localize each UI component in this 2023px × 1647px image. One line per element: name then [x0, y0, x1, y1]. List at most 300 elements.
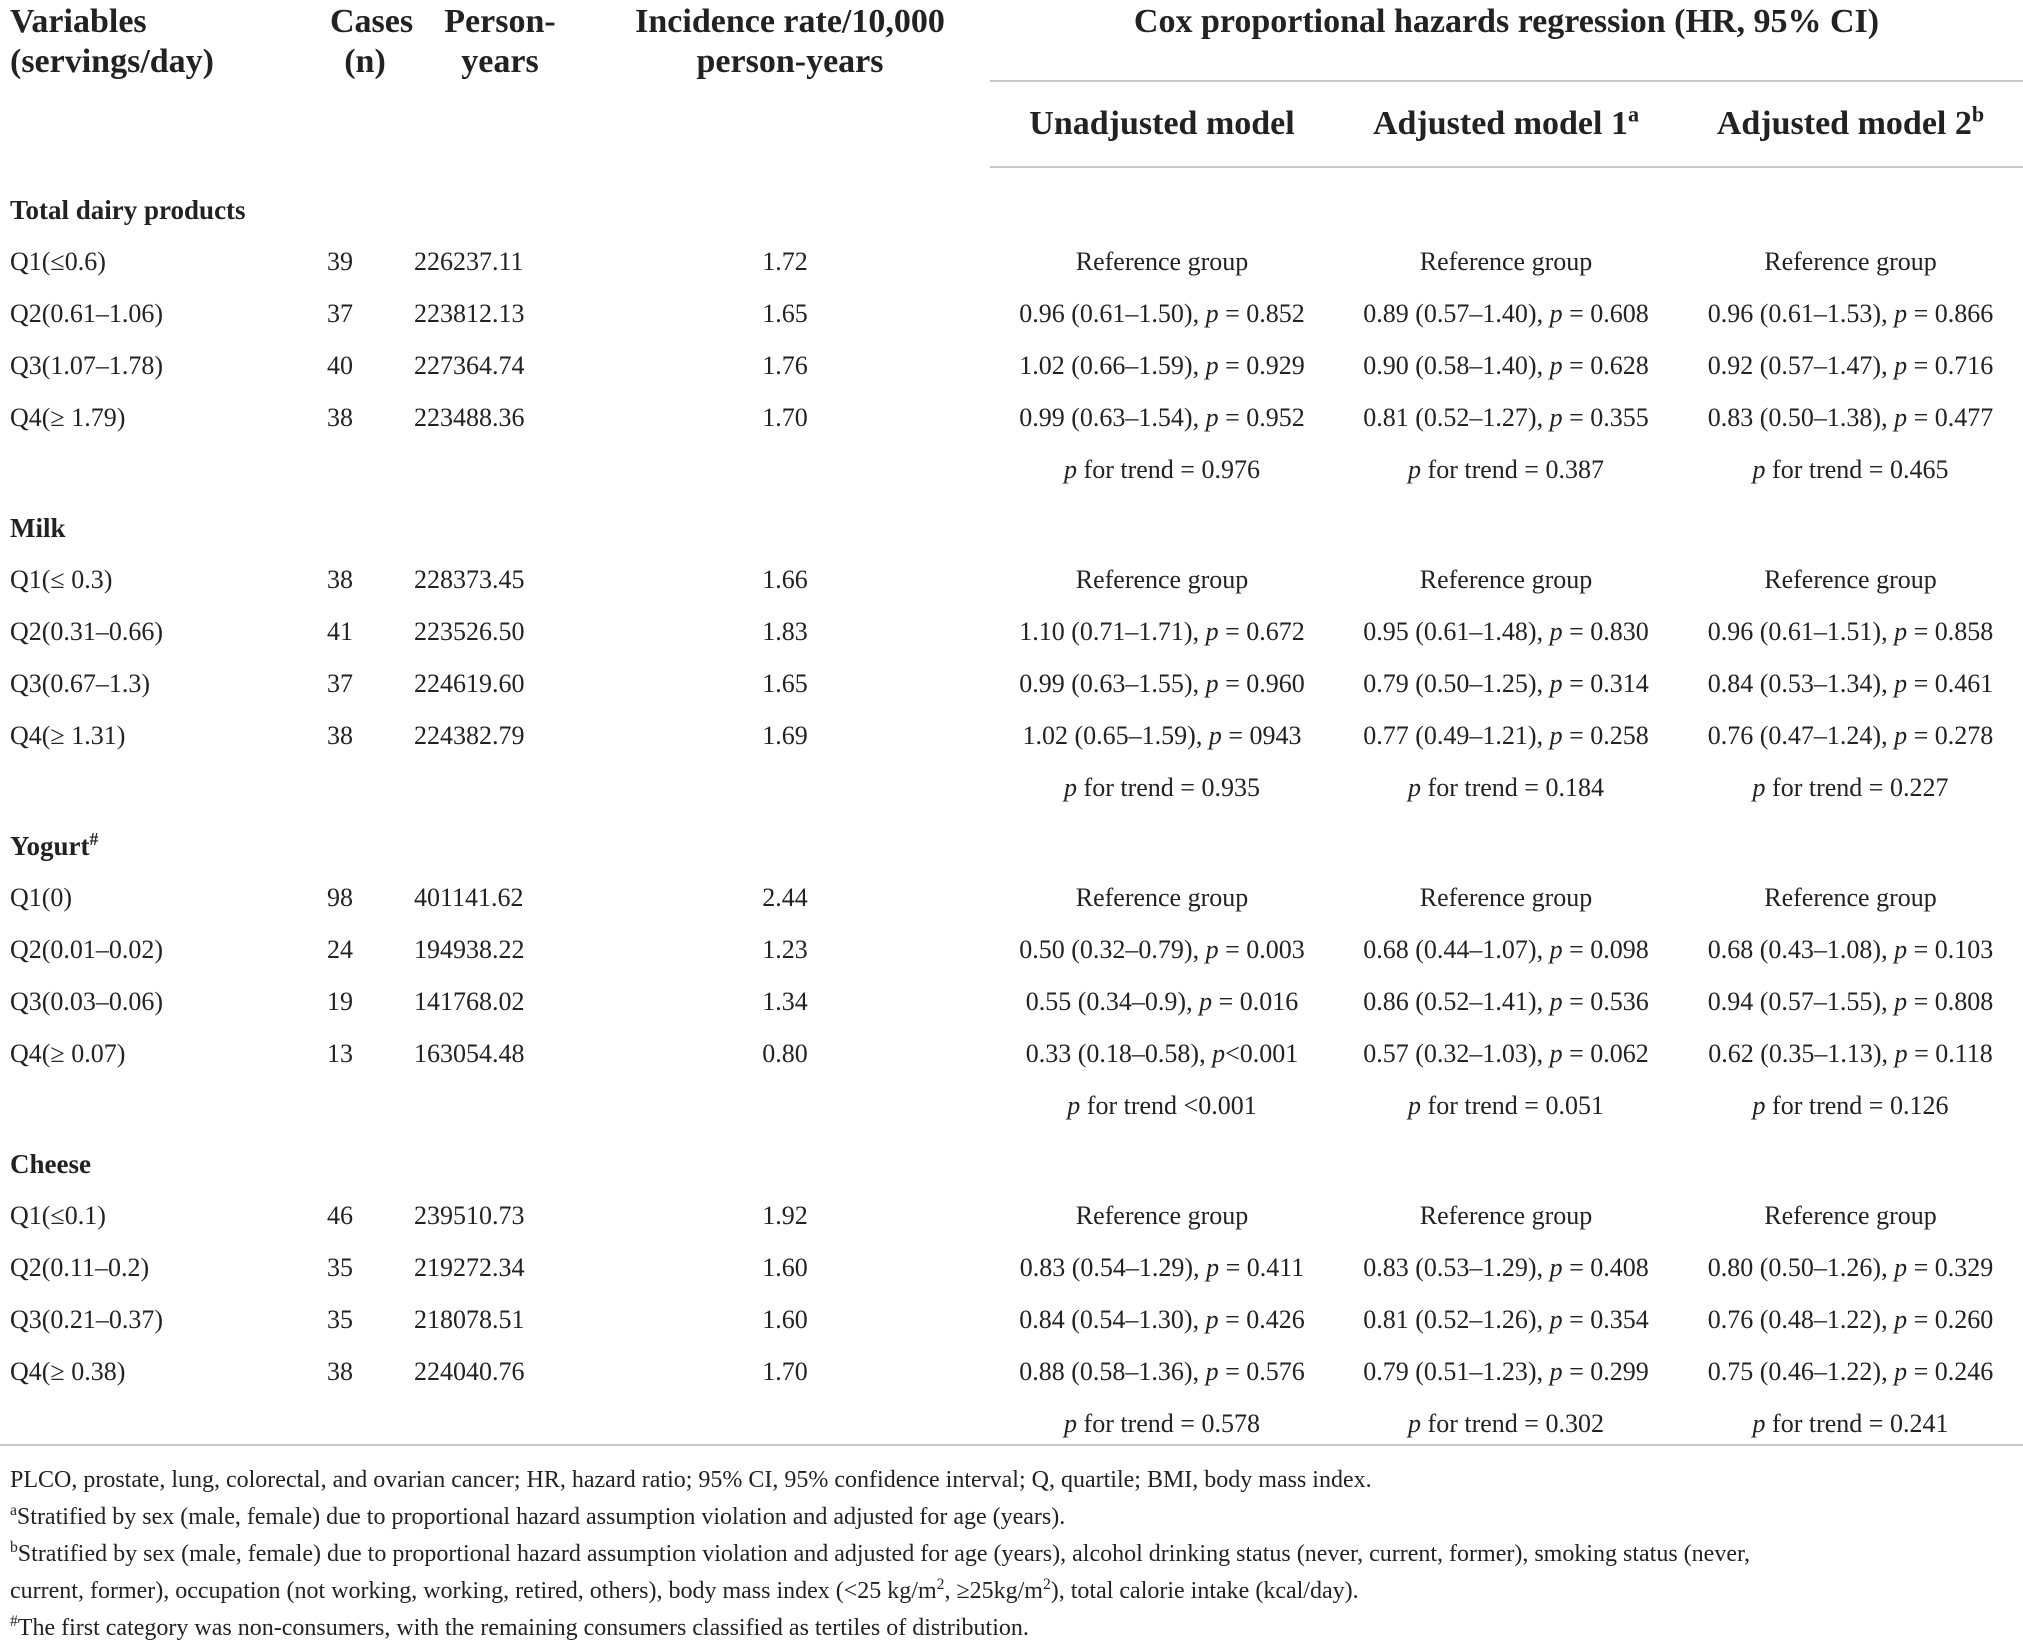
row-cases: 38 [327, 721, 353, 750]
row-unadjusted-pvalue: = 0.426 [1218, 1305, 1305, 1334]
header-person-years-text: Person-years [444, 3, 556, 80]
table-bottom-rule [0, 1444, 2023, 1446]
row-incidence: 1.76 [762, 351, 808, 380]
row-adjusted-2 [1678, 392, 2023, 444]
row-unadjusted-pvalue: = 0.852 [1218, 299, 1305, 328]
row-unadjusted [990, 658, 1334, 710]
row-unadjusted [990, 1294, 1334, 1346]
row-adjusted-1-value: 0.77 (0.49–1.21), [1363, 721, 1550, 750]
row-adjusted-2-p: p [1894, 669, 1908, 698]
trend-empty-cell [0, 762, 280, 814]
trend-unadjusted-text [1067, 1091, 1256, 1120]
row-label: Q2(0.11–0.2) [10, 1253, 150, 1282]
row-unadjusted-value: 0.50 (0.32–0.79), [1019, 935, 1206, 964]
table-row [0, 1242, 2023, 1294]
row-incidence: 1.92 [762, 1201, 808, 1230]
row-unadjusted-pvalue: = 0.929 [1218, 351, 1305, 380]
row-incidence: 1.34 [762, 987, 808, 1016]
row-adjusted-1-value: 0.79 (0.51–1.23), [1363, 1357, 1550, 1386]
trend-adjusted-2 [1678, 1080, 2023, 1132]
table-row [0, 710, 2023, 762]
trend-rest: for trend = 0.465 [1765, 455, 1949, 484]
row-unadjusted-value: 0.88 (0.58–1.36), [1019, 1357, 1206, 1386]
footnote-a-mark: a [10, 1502, 17, 1519]
row-unadjusted-value: 0.55 (0.34–0.9), [1025, 987, 1200, 1016]
trend-row [0, 1398, 2023, 1450]
row-adjusted-2-value: Reference group [1764, 247, 1937, 276]
row-adjusted-2-pvalue: = 0.808 [1907, 987, 1994, 1016]
trend-p-symbol: p [1064, 1409, 1078, 1438]
row-adjusted-1-p: p [1549, 299, 1563, 328]
row-unadjusted-value: Reference group [1075, 247, 1249, 276]
footnote-a [10, 1499, 2010, 1536]
table-row [0, 340, 2023, 392]
row-adjusted-2-value: 0.76 (0.47–1.24), [1707, 721, 1895, 750]
row-adjusted-2-pvalue: = 0.329 [1907, 1253, 1994, 1282]
row-person-years: 224619.60 [414, 669, 525, 698]
table-row [0, 1346, 2023, 1398]
row-unadjusted-value: 0.83 (0.54–1.29), [1019, 1253, 1207, 1282]
row-label: Q2(0.31–0.66) [10, 617, 164, 646]
trend-empty-cell [280, 762, 400, 814]
row-adjusted-1 [1334, 340, 1678, 392]
row-adjusted-1-pvalue: = 0.830 [1562, 617, 1649, 646]
trend-empty-cell [580, 1080, 990, 1132]
trend-row [0, 762, 2023, 814]
trend-adjusted-2-text [1753, 455, 1949, 484]
row-cases: 46 [327, 1201, 353, 1230]
row-unadjusted-p: p [1205, 617, 1219, 646]
trend-p-symbol: p [1752, 773, 1766, 802]
row-label: Q3(1.07–1.78) [10, 351, 164, 380]
trend-empty-cell [400, 444, 580, 496]
trend-adjusted-1-text [1408, 773, 1604, 802]
row-adjusted-2 [1678, 1242, 2023, 1294]
row-adjusted-1 [1334, 872, 1678, 924]
footnote-b-text-1: Stratified by sex (male, female) due to proportional hazard assumption violation and adjusted for age (years), alcohol drinking status (never, current, former), smoking status (never, [17, 1541, 1751, 1567]
row-unadjusted-p: p [1205, 935, 1219, 964]
footnote-b-text-2a: current, former), occupation (not working, working, retired, others), body mass index (<25 kg/m [10, 1578, 937, 1604]
trend-rest: for trend = 0.387 [1421, 455, 1604, 484]
row-adjusted-2-pvalue: = 0.103 [1907, 935, 1994, 964]
table-row [0, 1028, 2023, 1080]
trend-rest: for trend = 0.241 [1765, 1409, 1949, 1438]
row-unadjusted [990, 606, 1334, 658]
trend-adjusted-1 [1334, 1080, 1678, 1132]
row-adjusted-2-value: 0.75 (0.46–1.22), [1707, 1357, 1895, 1386]
trend-empty-cell [0, 1398, 280, 1450]
row-adjusted-2-value: 0.80 (0.50–1.26), [1707, 1253, 1895, 1282]
row-unadjusted-p: p [1212, 1039, 1226, 1068]
row-unadjusted [990, 976, 1334, 1028]
row-adjusted-1-pvalue: = 0.536 [1562, 987, 1649, 1016]
group-header-row [0, 1132, 2023, 1190]
row-adjusted-2 [1678, 236, 2023, 288]
row-adjusted-1 [1334, 976, 1678, 1028]
row-cases: 37 [327, 299, 353, 328]
trend-adjusted-1 [1334, 762, 1678, 814]
row-adjusted-2-pvalue: = 0.477 [1907, 403, 1994, 432]
row-unadjusted-pvalue: <0.001 [1225, 1039, 1299, 1068]
row-label: Q3(0.21–0.37) [10, 1305, 164, 1334]
row-cases: 98 [327, 883, 353, 912]
row-adjusted-2-value: 0.96 (0.61–1.53), [1707, 299, 1895, 328]
row-adjusted-2-pvalue: = 0.716 [1907, 351, 1994, 380]
row-adjusted-2-p: p [1894, 403, 1908, 432]
trend-adjusted-1 [1334, 444, 1678, 496]
group-header-row [0, 496, 2023, 554]
row-incidence: 0.80 [762, 1039, 808, 1068]
table-row [0, 976, 2023, 1028]
row-adjusted-2 [1678, 340, 2023, 392]
row-unadjusted [990, 340, 1334, 392]
table-row [0, 1190, 2023, 1242]
row-adjusted-2-p: p [1894, 1305, 1908, 1334]
row-adjusted-1 [1334, 392, 1678, 444]
row-unadjusted-p: p [1205, 403, 1219, 432]
trend-empty-cell [280, 1080, 400, 1132]
trend-unadjusted-text [1064, 773, 1260, 802]
table-row [0, 554, 2023, 606]
trend-empty-cell [280, 1398, 400, 1450]
header-adjusted-2-text: Adjusted model 2 [1716, 105, 1972, 142]
row-adjusted-2-value: 0.68 (0.43–1.08), [1707, 935, 1895, 964]
row-adjusted-1 [1334, 658, 1678, 710]
row-adjusted-2-value: 0.92 (0.57–1.47), [1707, 351, 1895, 380]
row-cases: 40 [327, 351, 353, 380]
row-label: Q1(≤0.6) [10, 247, 106, 276]
trend-empty-cell [400, 762, 580, 814]
trend-adjusted-2 [1678, 1398, 2023, 1450]
row-unadjusted [990, 288, 1334, 340]
row-adjusted-2 [1678, 976, 2023, 1028]
row-unadjusted-value: 0.33 (0.18–0.58), [1025, 1039, 1213, 1068]
row-adjusted-1 [1334, 1346, 1678, 1398]
row-adjusted-2 [1678, 288, 2023, 340]
trend-unadjusted-text [1064, 455, 1260, 484]
row-adjusted-2-value: 0.96 (0.61–1.51), [1707, 617, 1895, 646]
header-unadjusted-text: Unadjusted model [1029, 105, 1295, 142]
trend-row [0, 444, 2023, 496]
group-title-text: Total dairy products [10, 194, 246, 225]
row-incidence: 1.65 [762, 299, 808, 328]
row-incidence: 1.83 [762, 617, 808, 646]
row-adjusted-1-p: p [1549, 987, 1563, 1016]
row-adjusted-2-value: Reference group [1764, 565, 1937, 594]
row-adjusted-1-value: 0.68 (0.44–1.07), [1363, 935, 1550, 964]
row-unadjusted-p: p [1205, 299, 1219, 328]
row-person-years: 141768.02 [414, 987, 525, 1016]
trend-empty-cell [580, 1398, 990, 1450]
row-adjusted-2 [1678, 1190, 2023, 1242]
row-adjusted-2-value: 0.76 (0.48–1.22), [1707, 1305, 1895, 1334]
row-label: Q4(≥ 0.38) [10, 1357, 126, 1386]
row-person-years: 227364.74 [414, 351, 525, 380]
trend-p-symbol: p [1408, 1409, 1422, 1438]
row-label: Q4(≥ 1.31) [10, 721, 126, 750]
row-adjusted-2-p: p [1894, 351, 1908, 380]
footnote-b [10, 1536, 2010, 1610]
table-row [0, 606, 2023, 658]
row-adjusted-2-value: 0.62 (0.35–1.13), [1708, 1039, 1895, 1068]
header-incidence-text: Incidence rate/10,000 person-years [635, 3, 945, 80]
row-cases: 37 [327, 669, 353, 698]
row-adjusted-2-p: p [1894, 1357, 1908, 1386]
row-person-years: 223526.50 [414, 617, 525, 646]
trend-row [0, 1080, 2023, 1132]
row-incidence: 1.23 [762, 935, 808, 964]
row-adjusted-2 [1678, 710, 2023, 762]
row-cases: 35 [327, 1305, 353, 1334]
row-adjusted-2 [1678, 1294, 2023, 1346]
row-unadjusted [990, 554, 1334, 606]
trend-empty-cell [0, 444, 280, 496]
footnote-hash-text: The first category was non-consumers, with the remaining consumers classified as tertiles of distribution. [17, 1615, 1029, 1641]
row-unadjusted-value: 0.96 (0.61–1.50), [1019, 299, 1206, 328]
row-person-years: 219272.34 [414, 1253, 525, 1282]
row-person-years: 218078.51 [414, 1305, 525, 1334]
row-unadjusted-pvalue: = 0.016 [1212, 987, 1299, 1016]
row-adjusted-2 [1678, 658, 2023, 710]
row-adjusted-2-pvalue: = 0.866 [1907, 299, 1994, 328]
trend-p-symbol: p [1067, 1091, 1081, 1120]
row-person-years: 401141.62 [414, 883, 524, 912]
row-adjusted-2-value: Reference group [1764, 883, 1937, 912]
row-adjusted-1 [1334, 606, 1678, 658]
row-incidence: 1.66 [762, 565, 808, 594]
group-title [0, 496, 2023, 554]
row-adjusted-1-value: 0.83 (0.53–1.29), [1363, 1253, 1550, 1282]
row-adjusted-1 [1334, 1190, 1678, 1242]
row-adjusted-2-p: p [1894, 721, 1908, 750]
trend-adjusted-2-text [1753, 1091, 1949, 1120]
trend-rest: for trend = 0.227 [1765, 773, 1949, 802]
header-adjusted-1-text: Adjusted model 1 [1372, 105, 1628, 142]
row-adjusted-2 [1678, 1346, 2023, 1398]
row-label: Q1(≤ 0.3) [10, 565, 113, 594]
group-header-row [0, 167, 2023, 236]
row-adjusted-1-p: p [1549, 617, 1563, 646]
row-cases: 38 [327, 565, 353, 594]
trend-empty-cell [280, 444, 400, 496]
table-row [0, 288, 2023, 340]
row-unadjusted-p: p [1199, 987, 1213, 1016]
row-incidence: 1.60 [762, 1305, 808, 1334]
row-label: Q2(0.01–0.02) [10, 935, 164, 964]
row-unadjusted-p: p [1205, 669, 1219, 698]
table-row [0, 236, 2023, 288]
trend-empty-cell [400, 1398, 580, 1450]
footnote-b-sup-2: 2 [936, 1576, 945, 1593]
row-unadjusted-value: 0.99 (0.63–1.55), [1019, 669, 1206, 698]
footnote-b-sup-2b: 2 [1042, 1576, 1051, 1593]
row-incidence: 1.69 [762, 721, 808, 750]
row-adjusted-1-value: 0.89 (0.57–1.40), [1363, 299, 1550, 328]
row-cases: 13 [327, 1039, 353, 1068]
row-person-years: 224382.79 [414, 721, 525, 750]
group-title [0, 814, 2023, 872]
row-cases: 39 [327, 247, 353, 276]
trend-rest: for trend = 0.184 [1421, 773, 1604, 802]
row-adjusted-1 [1334, 288, 1678, 340]
row-label: Q3(0.03–0.06) [10, 987, 164, 1016]
row-adjusted-2 [1678, 872, 2023, 924]
row-unadjusted [990, 392, 1334, 444]
row-adjusted-1-pvalue: = 0.408 [1562, 1253, 1649, 1282]
trend-adjusted-2-text [1753, 1409, 1949, 1438]
trend-unadjusted-text [1064, 1409, 1260, 1438]
row-adjusted-1-value: 0.81 (0.52–1.27), [1363, 403, 1550, 432]
footnote-abbreviations [10, 1462, 2010, 1499]
row-incidence: 1.72 [762, 247, 808, 276]
footnotes [10, 1462, 2010, 1647]
row-adjusted-1-pvalue: = 0.354 [1562, 1305, 1649, 1334]
row-unadjusted-p: p [1205, 1305, 1219, 1334]
trend-p-symbol: p [1752, 455, 1766, 484]
trend-p-symbol: p [1064, 455, 1078, 484]
trend-unadjusted [990, 762, 1334, 814]
trend-p-symbol: p [1408, 773, 1422, 802]
row-adjusted-1-value: 0.95 (0.61–1.48), [1363, 617, 1550, 646]
row-adjusted-1-value: Reference group [1419, 565, 1593, 594]
row-unadjusted-pvalue: = 0.960 [1218, 669, 1305, 698]
row-unadjusted-pvalue: = 0.672 [1218, 617, 1305, 646]
trend-empty-cell [400, 1080, 580, 1132]
footnote-a-text: Stratified by sex (male, female) due to proportional hazard assumption violation and adjusted for age (years). [16, 1504, 1066, 1530]
row-unadjusted-value: Reference group [1075, 565, 1249, 594]
header-incidence [580, 0, 990, 167]
row-person-years: 194938.22 [414, 935, 525, 964]
trend-p-symbol: p [1408, 1091, 1422, 1120]
row-person-years: 226237.11 [414, 247, 524, 276]
row-adjusted-2-p: p [1894, 1039, 1908, 1068]
group-title [0, 167, 2023, 236]
trend-rest: for trend = 0.578 [1077, 1409, 1260, 1438]
header-adjusted-2 [1678, 81, 2023, 167]
trend-unadjusted [990, 1080, 1334, 1132]
row-unadjusted [990, 1190, 1334, 1242]
row-unadjusted-p: p [1208, 721, 1222, 750]
row-unadjusted-value: 0.84 (0.54–1.30), [1019, 1305, 1206, 1334]
table-row [0, 1294, 2023, 1346]
row-adjusted-1 [1334, 924, 1678, 976]
trend-p-symbol: p [1752, 1091, 1766, 1120]
trend-adjusted-2 [1678, 444, 2023, 496]
row-cases: 35 [327, 1253, 353, 1282]
trend-adjusted-2 [1678, 762, 2023, 814]
trend-rest: for trend = 0.976 [1077, 455, 1260, 484]
header-adjusted-1-sup: a [1627, 101, 1640, 127]
row-adjusted-1-pvalue: = 0.258 [1562, 721, 1649, 750]
row-adjusted-1-pvalue: = 0.314 [1562, 669, 1649, 698]
row-adjusted-2 [1678, 606, 2023, 658]
trend-p-symbol: p [1752, 1409, 1766, 1438]
row-adjusted-1 [1334, 236, 1678, 288]
trend-adjusted-1 [1334, 1398, 1678, 1450]
row-unadjusted-pvalue: = 0943 [1221, 721, 1302, 750]
row-incidence: 1.70 [762, 1357, 808, 1386]
group-title-text: Yogurt [10, 830, 90, 861]
row-adjusted-1-value: 0.90 (0.58–1.40), [1363, 351, 1550, 380]
row-unadjusted-value: 0.99 (0.63–1.54), [1019, 403, 1206, 432]
row-adjusted-1-pvalue: = 0.098 [1562, 935, 1649, 964]
row-adjusted-1-p: p [1549, 351, 1563, 380]
row-cases: 38 [327, 1357, 353, 1386]
row-unadjusted-pvalue: = 0.003 [1218, 935, 1305, 964]
row-unadjusted [990, 1028, 1334, 1080]
row-unadjusted [990, 924, 1334, 976]
footnote-hash-mark: # [10, 1613, 18, 1630]
row-adjusted-1-pvalue: = 0.299 [1562, 1357, 1649, 1386]
row-adjusted-1-pvalue: = 0.608 [1562, 299, 1649, 328]
row-label: Q1(≤0.1) [10, 1201, 106, 1230]
table-row [0, 924, 2023, 976]
row-unadjusted-p: p [1205, 351, 1219, 380]
row-cases: 19 [327, 987, 353, 1016]
row-unadjusted [990, 872, 1334, 924]
row-adjusted-1-pvalue: = 0.062 [1562, 1039, 1649, 1068]
row-person-years: 223488.36 [414, 403, 525, 432]
row-unadjusted-p: p [1205, 1357, 1219, 1386]
row-adjusted-1 [1334, 710, 1678, 762]
row-adjusted-2-p: p [1894, 299, 1908, 328]
row-person-years: 228373.45 [414, 565, 525, 594]
row-incidence: 1.70 [762, 403, 808, 432]
row-label: Q2(0.61–1.06) [10, 299, 164, 328]
trend-rest: for trend = 0.051 [1421, 1091, 1604, 1120]
trend-adjusted-1-text [1408, 1409, 1604, 1438]
row-cases: 38 [327, 403, 353, 432]
row-adjusted-1 [1334, 1242, 1678, 1294]
trend-empty-cell [580, 444, 990, 496]
row-adjusted-1-p: p [1549, 1357, 1563, 1386]
header-cox-text: Cox proportional hazards regression (HR, 95% CI) [1133, 3, 1880, 40]
row-unadjusted-value: Reference group [1075, 1201, 1249, 1230]
group-title-sup: # [89, 828, 99, 849]
trend-rest: for trend = 0.935 [1077, 773, 1260, 802]
row-adjusted-2-value: Reference group [1764, 1201, 1937, 1230]
group-title-text: Milk [10, 512, 66, 543]
row-person-years: 239510.73 [414, 1201, 525, 1230]
row-cases: 24 [327, 935, 353, 964]
row-adjusted-1-value: 0.57 (0.32–1.03), [1363, 1039, 1550, 1068]
trend-p-symbol: p [1408, 455, 1422, 484]
row-unadjusted [990, 710, 1334, 762]
row-adjusted-2-pvalue: = 0.260 [1907, 1305, 1994, 1334]
row-adjusted-1-value: Reference group [1419, 1201, 1593, 1230]
footnote-abbreviations-text: PLCO, prostate, lung, colorectal, and ovarian cancer; HR, hazard ratio; 95% CI, 95% confidence interval; Q, quartile; BMI, body mass index. [10, 1467, 1372, 1493]
trend-adjusted-1-text [1408, 455, 1604, 484]
table-row [0, 392, 2023, 444]
header-cases [280, 0, 414, 167]
trend-rest: for trend = 0.126 [1765, 1091, 1949, 1120]
footnote-hash [10, 1610, 2010, 1647]
row-adjusted-1-value: 0.86 (0.52–1.41), [1363, 987, 1550, 1016]
group-header-row [0, 814, 2023, 872]
header-unadjusted [990, 81, 1334, 167]
row-adjusted-1-value: Reference group [1419, 883, 1593, 912]
row-adjusted-1-p: p [1549, 669, 1563, 698]
row-label: Q3(0.67–1.3) [10, 669, 151, 698]
row-adjusted-2-pvalue: = 0.461 [1907, 669, 1994, 698]
row-unadjusted-value: 1.02 (0.66–1.59), [1019, 351, 1206, 380]
row-incidence: 1.65 [762, 669, 808, 698]
row-person-years: 163054.48 [414, 1039, 525, 1068]
trend-unadjusted [990, 1398, 1334, 1450]
row-adjusted-2 [1678, 1028, 2023, 1080]
row-adjusted-2 [1678, 924, 2023, 976]
row-adjusted-2-pvalue: = 0.118 [1907, 1039, 1993, 1068]
